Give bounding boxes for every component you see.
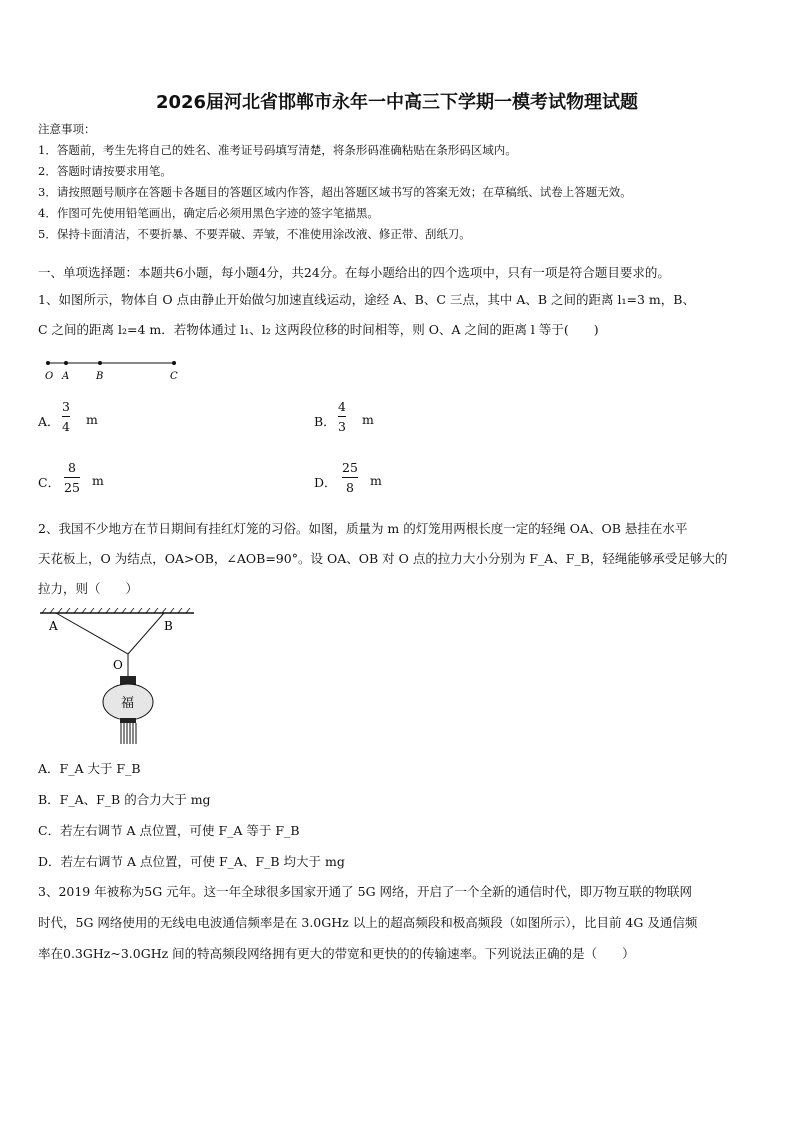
q2-text-line2: 天花板上，O 为结点，OA>OB，∠AOB=90°。设 OA、OB 对 O 点的拉力大小分别为 F_A、F_B，轻绳能够承受足够大的 (38, 551, 728, 566)
q1-option-d-label: D． (314, 475, 337, 490)
q1-option-c-unit: m (92, 473, 104, 488)
q1-option-a-unit: m (86, 412, 98, 427)
q2-option-d: D．若左右调节 A 点位置，可使 F_A、F_B 均大于 mg (38, 854, 345, 869)
q1-option-c-fraction (64, 460, 80, 495)
q3-text-line1: 3、2019 年被称为5G 元年。这一年全球很多国家开通了 5G 网络，开启了一个全新的通信时代，即万物互联的物联网 (38, 884, 693, 899)
q2-option-b: B．F_A、F_B 的合力大于 mg (38, 792, 211, 807)
notice-item: 4．作图可先使用铅笔画出，确定后必须用黑色字迹的签字笔描黑。 (38, 206, 379, 220)
q2-lantern-diagram (36, 608, 201, 750)
point-a (64, 361, 68, 365)
q1-option-c-label: C． (38, 475, 61, 490)
section-heading: 一、单项选择题：本题共6小题，每小题4分，共24分。在每小题给出的四个选项中，只有一项是符合题目要求的。 (38, 265, 670, 280)
q3-text-line2: 时代，5G 网络使用的无线电电波通信频率是在 3.0GHz 以上的超高频段和极高频段（如图所示），比目前 4G 及通信频 (38, 915, 698, 930)
denominator: 8 (345, 480, 354, 495)
point-o-label: O (113, 658, 123, 672)
q2-option-a: A．F_A 大于 F_B (38, 761, 141, 776)
point-b (98, 361, 102, 365)
notice-item: 2．答题时请按要求用笔。 (38, 164, 172, 178)
rope-ob (128, 613, 164, 654)
lantern-character: 福 (121, 696, 135, 711)
rope-oa (56, 613, 128, 654)
q1-option-d-unit: m (370, 473, 382, 488)
notice-item: 1．答题前，考生先将自己的姓名、准考证号码填写清楚，将条形码准确粘贴在条形码区域内。 (38, 143, 517, 157)
numerator: 25 (342, 460, 358, 475)
notice-item: 5．保持卡面清洁，不要折暴、不要弄破、弄皱，不准使用涂改液、修正带、刮纸刀。 (38, 227, 471, 241)
page-title: 2026届河北省邯郸市永年一中高三下学期一模考试物理试题 (155, 92, 639, 113)
lantern-tassel (121, 723, 136, 744)
q1-option-b-fraction (338, 399, 346, 434)
q3-text-line3: 率在0.3GHz~3.0GHz 间的特高频段网络拥有更大的带宽和更快的的传输速率。下列说法正确的是（ ） (38, 946, 635, 961)
notice-item: 3．请按照题号顺序在答题卡各题目的答题区域内作答，超出答题区域书写的答案无效；在草稿纸、试卷上答题无效。 (38, 185, 632, 199)
ceiling-hatching (42, 608, 190, 613)
q1-text-line1: 1、如图所示，物体自 O 点由静止开始做匀加速直线运动，途经 A、B、C 三点，其中 A、B 之间的距离 l₁=3 m，B、 (38, 292, 695, 307)
numerator: 4 (338, 399, 346, 414)
q1-option-a-label: A． (38, 414, 60, 429)
q1-option-b-label: B． (314, 414, 336, 429)
point-o-label: O (45, 371, 54, 382)
denominator: 3 (338, 419, 346, 434)
q2-option-c: C．若左右调节 A 点位置，可使 F_A 等于 F_B (38, 823, 300, 838)
q1-option-d-fraction (342, 460, 358, 495)
q2-text-line3: 拉力，则（ ） (38, 581, 139, 596)
numerator: 8 (67, 460, 76, 475)
point-c-label: C (170, 371, 178, 382)
notice-heading: 注意事项： (38, 122, 96, 136)
q2-text-line1: 2、我国不少地方在节日期间有挂红灯笼的习俗。如图，质量为 m 的灯笼用两根长度一定的轻绳 OA、OB 悬挂在水平 (38, 521, 688, 536)
point-c (172, 361, 176, 365)
q1-option-a-fraction (62, 399, 70, 434)
lantern-base (120, 718, 136, 723)
point-o (46, 361, 50, 365)
point-a-label: A (49, 619, 58, 633)
q1-option-b-unit: m (362, 412, 374, 427)
point-b-label: B (96, 371, 104, 382)
point-b-label: B (164, 619, 173, 633)
q1-text-line2: C 之间的距离 l₂=4 m．若物体通过 l₁、l₂ 这两段位移的时间相等，则 O、A 之间的距离 l 等于( ) (38, 322, 599, 337)
denominator: 25 (64, 480, 80, 495)
denominator: 4 (62, 419, 70, 434)
numerator: 3 (62, 399, 70, 414)
q1-line-diagram (38, 352, 198, 382)
point-a-label: A (62, 371, 70, 382)
